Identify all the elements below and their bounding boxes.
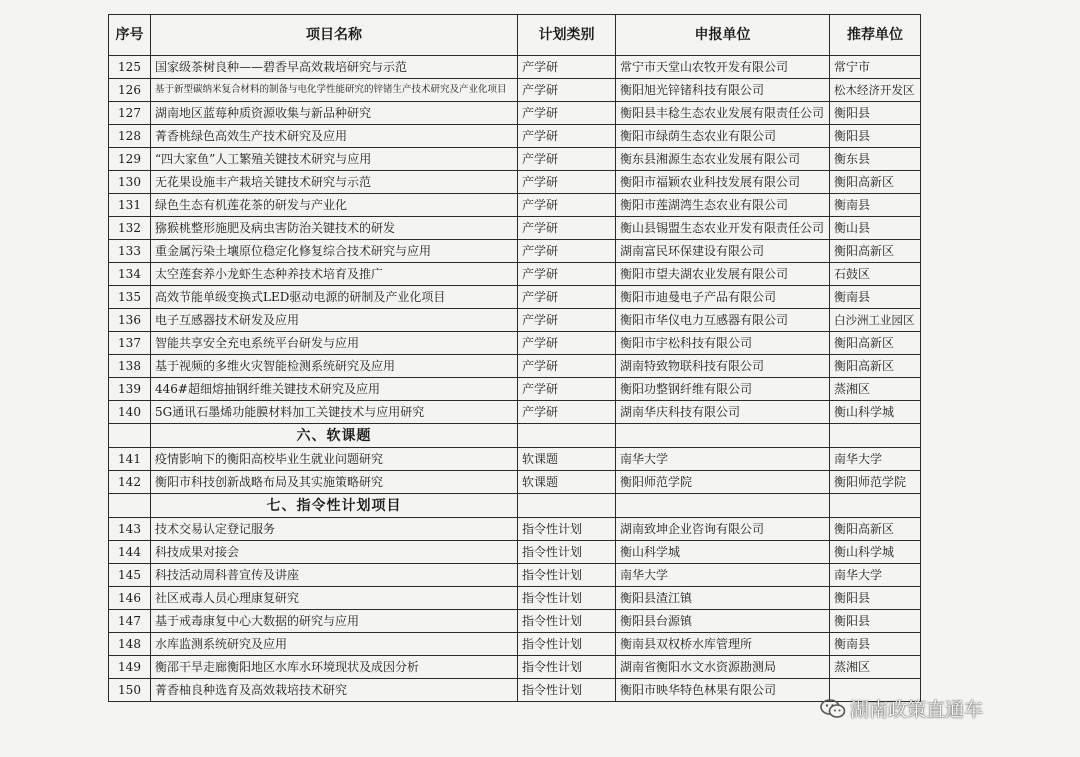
applicant-unit: 南华大学 [616, 564, 830, 587]
recommending-unit: 衡东县 [830, 148, 921, 171]
row-number: 147 [109, 610, 151, 633]
plan-category: 软课题 [518, 448, 616, 471]
row-number: 143 [109, 518, 151, 541]
recommending-unit: 蒸湘区 [830, 656, 921, 679]
recommending-unit: 衡阳县 [830, 102, 921, 125]
applicant-unit: 衡阳市迪曼电子产品有限公司 [616, 286, 830, 309]
applicant-unit: 南华大学 [616, 448, 830, 471]
row-number: 144 [109, 541, 151, 564]
table-row [109, 355, 921, 378]
row-number: 142 [109, 471, 151, 494]
header-no: 序号 [109, 15, 151, 56]
project-name: “四大家鱼”人工繁殖关键技术研究与应用 [151, 148, 518, 171]
recommending-unit: 衡阳县 [830, 125, 921, 148]
header-recommender: 推荐单位 [830, 15, 921, 56]
applicant-unit: 衡阳市华仪电力互感器有限公司 [616, 309, 830, 332]
project-name: 水库监测系统研究及应用 [151, 633, 518, 656]
plan-category: 产学研 [518, 286, 616, 309]
recommending-unit: 白沙洲工业园区 [830, 309, 921, 332]
recommending-unit: 松木经济开发区 [830, 79, 921, 102]
row-number: 133 [109, 240, 151, 263]
plan-category: 产学研 [518, 102, 616, 125]
applicant-unit: 衡阳县渣江镇 [616, 587, 830, 610]
recommending-unit: 南华大学 [830, 564, 921, 587]
table-row [109, 541, 921, 564]
table-row [109, 79, 921, 102]
table-body-a [109, 56, 921, 424]
section-row [109, 424, 921, 448]
row-number: 149 [109, 656, 151, 679]
project-name: 社区戒毒人员心理康复研究 [151, 587, 518, 610]
applicant-unit: 衡南县双权桥水库管理所 [616, 633, 830, 656]
plan-category: 产学研 [518, 263, 616, 286]
table-row [109, 378, 921, 401]
plan-category: 指令性计划 [518, 610, 616, 633]
row-number: 127 [109, 102, 151, 125]
applicant-unit: 衡阳旭光锌锗科技有限公司 [616, 79, 830, 102]
section-title: 六、软课题 [151, 424, 518, 448]
table-row [109, 309, 921, 332]
project-name: 猕猴桃整形施肥及病虫害防治关键技术的研发 [151, 217, 518, 240]
table-row [109, 656, 921, 679]
row-number: 139 [109, 378, 151, 401]
table-header-row [109, 15, 921, 56]
section-row [109, 494, 921, 518]
project-name: 湖南地区蓝莓种质资源收集与新品种研究 [151, 102, 518, 125]
section-title: 七、指令性计划项目 [151, 494, 518, 518]
recommending-unit: 衡南县 [830, 286, 921, 309]
plan-category: 产学研 [518, 378, 616, 401]
row-number: 128 [109, 125, 151, 148]
recommending-unit: 衡南县 [830, 194, 921, 217]
applicant-unit: 衡阳市福颖农业科技发展有限公司 [616, 171, 830, 194]
row-number: 134 [109, 263, 151, 286]
plan-category: 产学研 [518, 240, 616, 263]
project-name: 无花果设施丰产栽培关键技术研究与示范 [151, 171, 518, 194]
plan-category: 产学研 [518, 355, 616, 378]
wechat-icon [820, 698, 846, 720]
section-7 [109, 494, 921, 518]
plan-category: 指令性计划 [518, 541, 616, 564]
recommending-unit: 衡阳高新区 [830, 240, 921, 263]
plan-category: 产学研 [518, 56, 616, 79]
project-name: 智能共享安全充电系统平台研发与应用 [151, 332, 518, 355]
applicant-unit: 衡山科学城 [616, 541, 830, 564]
project-name: 基于新型碳纳米复合材料的制备与电化学性能研究的锌锗生产技术研究及产业化项目 [151, 79, 518, 102]
table-row [109, 610, 921, 633]
project-name: 5G通讯石墨烯功能膜材料加工关键技术与应用研究 [151, 401, 518, 424]
table-row [109, 518, 921, 541]
row-number: 131 [109, 194, 151, 217]
plan-category: 指令性计划 [518, 564, 616, 587]
applicant-unit: 衡阳市映华特色林果有限公司 [616, 679, 830, 702]
watermark-text: 湖南政策直通车 [850, 699, 984, 721]
project-name: 菁香柚良种选育及高效栽培技术研究 [151, 679, 518, 702]
project-name: 基于视频的多维火灾智能检测系统研究及应用 [151, 355, 518, 378]
row-number: 135 [109, 286, 151, 309]
recommending-unit: 蒸湘区 [830, 378, 921, 401]
applicant-unit: 湖南致坤企业咨询有限公司 [616, 518, 830, 541]
plan-category: 产学研 [518, 148, 616, 171]
table-row [109, 56, 921, 79]
project-name: 重金属污染土壤原位稳定化修复综合技术研究与应用 [151, 240, 518, 263]
plan-category: 指令性计划 [518, 633, 616, 656]
recommending-unit: 衡阳高新区 [830, 518, 921, 541]
row-number: 136 [109, 309, 151, 332]
table-row [109, 564, 921, 587]
plan-category: 产学研 [518, 171, 616, 194]
plan-category: 指令性计划 [518, 518, 616, 541]
applicant-unit: 衡阳功整钢纤维有限公司 [616, 378, 830, 401]
table-row [109, 263, 921, 286]
table-row [109, 587, 921, 610]
row-number: 146 [109, 587, 151, 610]
table-row [109, 448, 921, 471]
table-row [109, 633, 921, 656]
row-number: 137 [109, 332, 151, 355]
project-name: 电子互感器技术研发及应用 [151, 309, 518, 332]
applicant-unit: 常宁市天堂山农牧开发有限公司 [616, 56, 830, 79]
plan-category: 指令性计划 [518, 656, 616, 679]
applicant-unit: 衡山县锡盟生态农业开发有限责任公司 [616, 217, 830, 240]
applicant-unit: 衡阳市莲湖湾生态农业有限公司 [616, 194, 830, 217]
project-name: 疫情影响下的衡阳高校毕业生就业问题研究 [151, 448, 518, 471]
applicant-unit: 衡阳市宇松科技有限公司 [616, 332, 830, 355]
plan-category: 产学研 [518, 194, 616, 217]
table-row [109, 332, 921, 355]
applicant-unit: 衡阳县丰稔生态农业发展有限责任公司 [616, 102, 830, 125]
recommending-unit: 衡阳县 [830, 587, 921, 610]
row-number: 129 [109, 148, 151, 171]
project-name: 446#超细熔抽钢纤维关键技术研究及应用 [151, 378, 518, 401]
applicant-unit: 湖南富民环保建设有限公司 [616, 240, 830, 263]
plan-category: 产学研 [518, 79, 616, 102]
table-row [109, 240, 921, 263]
header-name: 项目名称 [151, 15, 518, 56]
plan-category: 指令性计划 [518, 587, 616, 610]
plan-category: 产学研 [518, 401, 616, 424]
row-number: 138 [109, 355, 151, 378]
recommending-unit: 衡阳高新区 [830, 332, 921, 355]
table-row [109, 471, 921, 494]
row-number: 125 [109, 56, 151, 79]
recommending-unit: 衡山科学城 [830, 541, 921, 564]
row-number: 148 [109, 633, 151, 656]
project-name: 太空莲套养小龙虾生态种养技术培育及推广 [151, 263, 518, 286]
recommending-unit: 衡阳县 [830, 610, 921, 633]
project-name: 绿色生态有机莲花茶的研发与产业化 [151, 194, 518, 217]
project-name: 技术交易认定登记服务 [151, 518, 518, 541]
table-row [109, 148, 921, 171]
table-row [109, 401, 921, 424]
recommending-unit: 衡阳高新区 [830, 171, 921, 194]
applicant-unit: 衡阳市绿荫生态农业有限公司 [616, 125, 830, 148]
table-row [109, 679, 921, 702]
recommending-unit: 衡阳高新区 [830, 355, 921, 378]
applicant-unit: 湖南特致物联科技有限公司 [616, 355, 830, 378]
table-row [109, 217, 921, 240]
table-row [109, 171, 921, 194]
recommending-unit: 衡南县 [830, 633, 921, 656]
project-name: 衡邵干旱走廊衡阳地区水库水环境现状及成因分析 [151, 656, 518, 679]
recommending-unit: 石鼓区 [830, 263, 921, 286]
recommending-unit: 衡山科学城 [830, 401, 921, 424]
table-body-b [109, 448, 921, 494]
header-applicant: 申报单位 [616, 15, 830, 56]
table-row [109, 125, 921, 148]
plan-category: 产学研 [518, 217, 616, 240]
table-row [109, 194, 921, 217]
plan-category: 软课题 [518, 471, 616, 494]
row-number: 145 [109, 564, 151, 587]
row-number: 130 [109, 171, 151, 194]
project-name: 衡阳市科技创新战略布局及其实施策略研究 [151, 471, 518, 494]
project-name: 科技成果对接会 [151, 541, 518, 564]
project-table [108, 14, 921, 702]
plan-category: 指令性计划 [518, 679, 616, 702]
row-number: 126 [109, 79, 151, 102]
row-number: 150 [109, 679, 151, 702]
plan-category: 产学研 [518, 125, 616, 148]
applicant-unit: 衡阳师范学院 [616, 471, 830, 494]
applicant-unit: 湖南华庆科技有限公司 [616, 401, 830, 424]
table-row [109, 102, 921, 125]
row-number: 141 [109, 448, 151, 471]
header-category: 计划类别 [518, 15, 616, 56]
project-name: 科技活动周科普宣传及讲座 [151, 564, 518, 587]
plan-category: 产学研 [518, 309, 616, 332]
recommending-unit: 常宁市 [830, 56, 921, 79]
table-body-c [109, 518, 921, 702]
applicant-unit: 湖南省衡阳水文水资源勘测局 [616, 656, 830, 679]
applicant-unit: 衡阳县台源镇 [616, 610, 830, 633]
plan-category: 产学研 [518, 332, 616, 355]
project-name: 国家级茶树良种——碧香早高效栽培研究与示范 [151, 56, 518, 79]
section-6 [109, 424, 921, 448]
recommending-unit: 衡山县 [830, 217, 921, 240]
row-number: 132 [109, 217, 151, 240]
project-name: 基于戒毒康复中心大数据的研究与应用 [151, 610, 518, 633]
recommending-unit: 南华大学 [830, 448, 921, 471]
table-row [109, 286, 921, 309]
recommending-unit: 衡阳师范学院 [830, 471, 921, 494]
applicant-unit: 衡阳市望夫湖农业发展有限公司 [616, 263, 830, 286]
applicant-unit: 衡东县湘源生态农业发展有限公司 [616, 148, 830, 171]
project-name: 高效节能单级变换式LED驱动电源的研制及产业化项目 [151, 286, 518, 309]
watermark [820, 695, 983, 722]
row-number: 140 [109, 401, 151, 424]
project-name: 菁香桃绿色高效生产技术研究及应用 [151, 125, 518, 148]
